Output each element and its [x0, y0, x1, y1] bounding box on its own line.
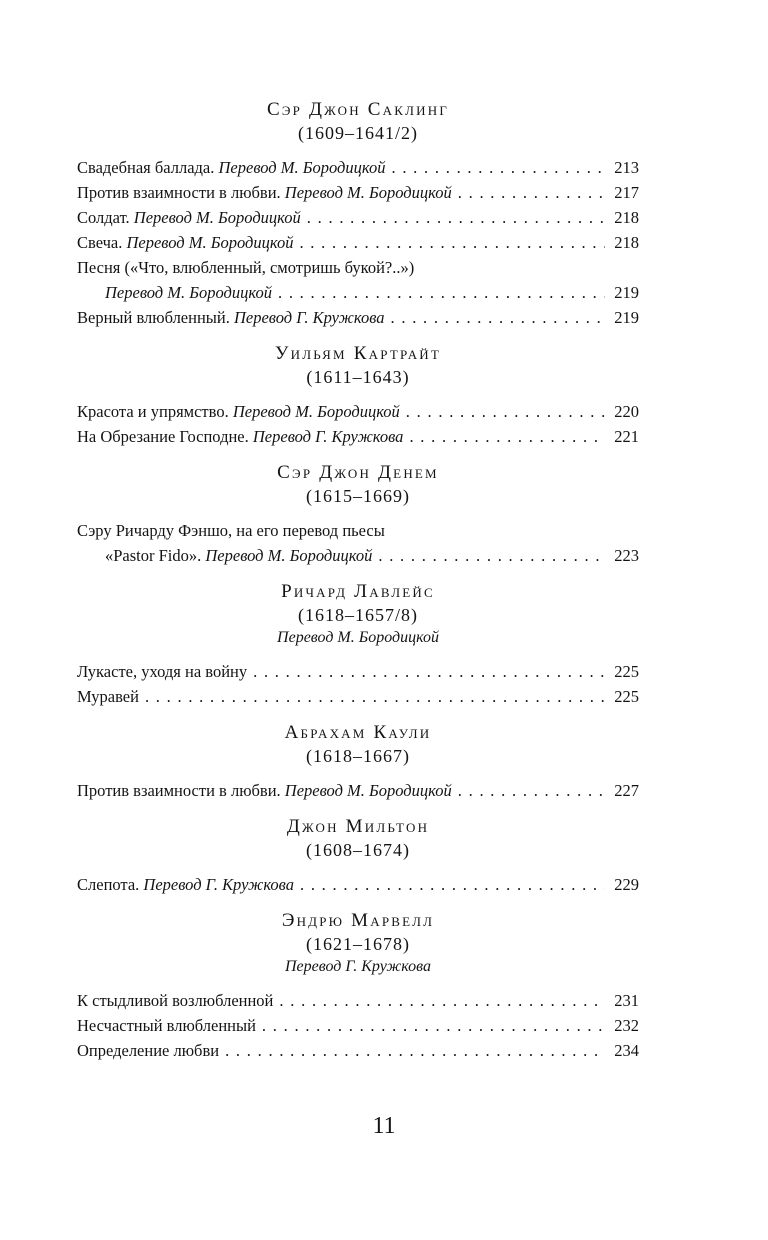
entry-page-number: 232	[614, 1016, 639, 1035]
entry-page-number: 229	[614, 875, 639, 894]
entry-page-number: 227	[614, 781, 639, 800]
entry-title: Лукасте, уходя на войну	[77, 662, 248, 681]
entry-title: Муравей	[77, 687, 139, 706]
dot-leader	[409, 424, 605, 449]
entry-title: На Обрезание Господне.	[77, 427, 249, 446]
entry-title: «Pastor Fido».	[105, 546, 202, 565]
entry-title: Против взаимности в любви.	[77, 183, 281, 202]
author-name: Джон Мильтон	[286, 816, 430, 837]
dot-leader	[299, 230, 605, 255]
toc-section	[77, 461, 639, 568]
entry-page-number: 225	[614, 687, 639, 706]
toc-entry	[77, 1038, 639, 1063]
entry-translator: Перевод М. Бородицкой	[205, 546, 373, 565]
dot-leader	[391, 305, 606, 330]
toc-entry	[77, 1013, 639, 1038]
dot-leader	[391, 155, 605, 180]
entry-translator: Перевод М. Бородицкой	[126, 233, 294, 252]
author-years: (1618–1657/8)	[298, 605, 418, 625]
author-name: Сэр Джон Денем	[277, 462, 439, 483]
author-name: Сэр Джон Саклинг	[266, 99, 450, 120]
dot-leader	[253, 659, 605, 684]
toc-section	[77, 909, 639, 1063]
entry-title: Несчастный влюбленный	[77, 1016, 256, 1035]
entry-list	[77, 155, 639, 330]
author-years: (1621–1678)	[306, 934, 410, 954]
dot-leader	[300, 872, 605, 897]
dot-leader	[378, 543, 605, 568]
toc-section	[77, 721, 639, 803]
entry-title: Верный влюбленный.	[77, 308, 230, 327]
entry-title: Свадебная баллада.	[77, 158, 215, 177]
entry-title: Красота и упрямство.	[77, 402, 229, 421]
author-name: Ричард Лавлейс	[281, 581, 435, 602]
toc-section	[77, 342, 639, 449]
entry-translator: Перевод Г. Кружкова	[143, 875, 294, 894]
entry-title: Определение любви	[77, 1041, 220, 1060]
toc-entry	[77, 778, 639, 803]
dot-leader	[145, 684, 605, 709]
entry-list	[77, 399, 639, 449]
table-of-contents	[77, 98, 639, 1063]
entry-translator: Перевод Г. Кружкова	[233, 308, 385, 327]
entry-page-number: 213	[614, 158, 639, 177]
author-name: Уильям Картрайт	[274, 343, 442, 364]
entry-page-number: 218	[614, 233, 639, 252]
entry-translator: Перевод М. Бородицкой	[284, 183, 452, 202]
section-translator: Перевод Г. Кружкова	[285, 958, 431, 975]
entry-translator: Перевод М. Бородицкой	[133, 208, 301, 227]
toc-entry-multiline	[77, 255, 639, 305]
toc-entry-multiline	[77, 518, 639, 568]
toc-entry	[77, 684, 639, 709]
entry-list	[77, 518, 639, 568]
entry-title: Солдат.	[77, 208, 130, 227]
entry-translator: Перевод М. Бородицкой	[284, 781, 452, 800]
toc-entry	[77, 305, 639, 330]
section-translator: Перевод М. Бородицкой	[277, 629, 439, 646]
toc-entry	[77, 180, 639, 205]
toc-section	[77, 98, 639, 330]
entry-page-number: 217	[614, 183, 639, 202]
author-years: (1611–1643)	[306, 367, 410, 387]
entry-page-number: 218	[614, 208, 639, 227]
entry-list	[77, 778, 639, 803]
entry-title: Слепота.	[77, 875, 140, 894]
entry-title: Против взаимности в любви.	[77, 781, 281, 800]
dot-leader	[307, 205, 605, 230]
toc-entry	[77, 659, 639, 684]
entry-translator: Перевод М. Бородицкой	[218, 158, 386, 177]
entry-translator: Перевод М. Бородицкой	[105, 283, 272, 302]
author-name: Эндрю Марвелл	[281, 910, 435, 931]
toc-section	[77, 815, 639, 897]
entry-page-number: 221	[614, 427, 639, 446]
dot-leader	[406, 399, 605, 424]
dot-leader	[279, 988, 605, 1013]
toc-entry	[77, 399, 639, 424]
toc-entry	[77, 205, 639, 230]
author-years: (1618–1667)	[306, 746, 410, 766]
entry-page-number: 225	[614, 662, 639, 681]
author-years: (1608–1674)	[306, 840, 410, 860]
entry-title: К стыдливой возлюбленной	[77, 991, 274, 1010]
entry-page-number: 219	[614, 308, 639, 327]
toc-entry	[77, 424, 639, 449]
page-number: 11	[372, 1113, 396, 1139]
entry-title: Песня («Что, влюбленный, смотришь букой?..»)	[77, 258, 415, 277]
entry-page-number: 223	[614, 546, 639, 565]
author-name: Абрахам Каули	[284, 722, 432, 743]
entry-title: Свеча.	[77, 233, 123, 252]
entry-page-number: 220	[614, 402, 639, 421]
toc-entry	[77, 988, 639, 1013]
entry-page-number: 234	[614, 1041, 639, 1060]
toc-section	[77, 580, 639, 709]
entry-list	[77, 659, 639, 709]
dot-leader	[262, 1013, 605, 1038]
toc-entry	[77, 872, 639, 897]
toc-entry	[77, 230, 639, 255]
entry-title: Сэру Ричарду Фэншо, на его перевод пьесы	[77, 521, 385, 540]
dot-leader	[458, 778, 605, 803]
dot-leader	[278, 280, 605, 305]
dot-leader	[225, 1038, 605, 1063]
toc-entry	[77, 155, 639, 180]
entry-translator: Перевод М. Бородицкой	[232, 402, 400, 421]
author-years: (1615–1669)	[306, 486, 410, 506]
entry-list	[77, 988, 639, 1063]
entry-page-number: 231	[614, 991, 639, 1010]
entry-page-number: 219	[614, 283, 639, 302]
entry-list	[77, 872, 639, 897]
author-years: (1609–1641/2)	[298, 123, 418, 143]
entry-translator: Перевод Г. Кружкова	[252, 427, 404, 446]
dot-leader	[458, 180, 605, 205]
